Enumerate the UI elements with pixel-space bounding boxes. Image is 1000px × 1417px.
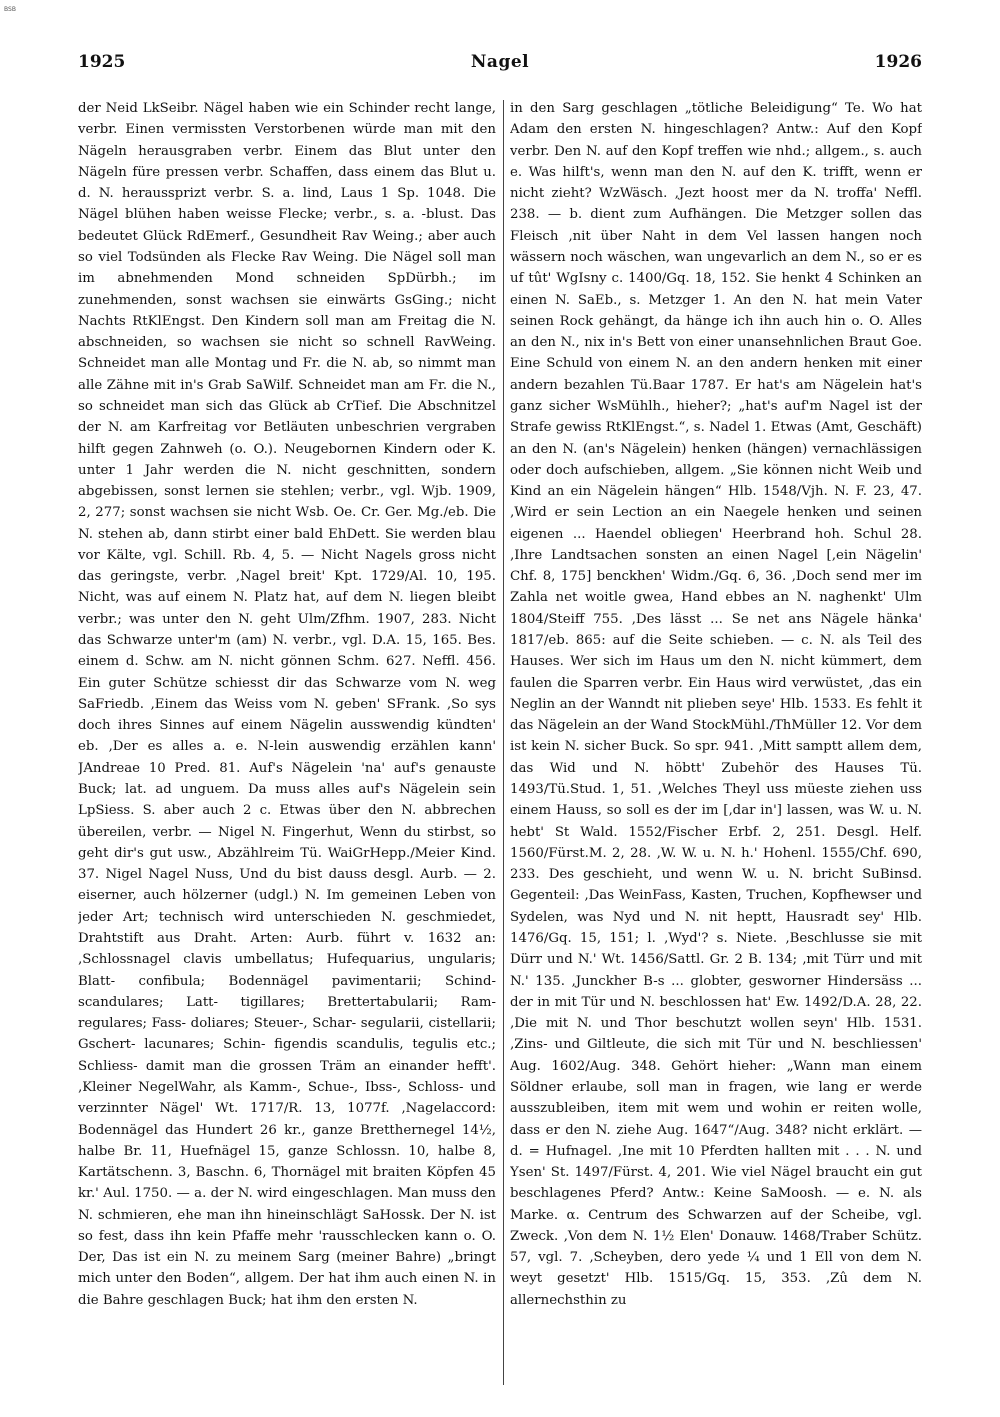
page-number-left: 1925 <box>78 52 126 72</box>
right-column-text: in den Sarg geschlagen „tötliche Beleidigung“ Te. Wo hat Adam den ersten N. hingeschlagen? Antw.: Auf den Kopf verbr. Den N. auf den Kopf treffen wie nhd.; allgem., s. auch e. Was hilft's, wenn man den N. auf den K. trifft, wenn er nicht zieht? WzWäsch. ‚Jezt hoost mer da N. troffa' Neffl. 238. — b. dient zum Aufhängen. Die Metzger sollen das Fleisch ‚nit über Naht in dem Vel lassen hangen noch wässern noch wäschen, wan ungevarlich an dem N., so er es uf tût' WgIsny c. 1400/Gq. 18, 152. Sie henkt 4 Schinken an einen N. SaEb., s. Metzger 1. An den N. hat mein Vater seinen Rock gehängt, da hänge ich ihn auch hin o. O. Alles an den N., nix in's Bett von einer unansehnlichen Braut Goe. Eine Schuld von einem N. an den andern henken mit einer andern bezahlen Tü.Baar 1787. Er hat's am Nägelein hat's ganz sicher WsMühlh., hieher?; „hat's auf'm Nagel ist der Strafe gewiss RtKlEngst.“, s. Nadel 1. Etwas (Amt, Geschäft) an den N. (an's Nägelein) henken (hängen) vernachlässigen oder doch aufschieben, allgem. „Sie können nicht Weib und Kind an ein Nägelein hängen“ Hlb. 1548/Vjh. N. F. 23, 47. ‚Wird er sein Lection an ein Naegele henken und seinen eigenen ... Haendel obliegen' Heerbrand hoh. Schul 28. ‚Ihre Landtsachen sonsten an einen Nagel [‚ein Nägelin' Chf. 8, 175] benckhen' Widm./Gq. 6, 36. ‚Doch send mer im Zahla net woitle gwea, Hand ebbes an N. naghenkt' Ulm 1804/Steiff 755. ‚Des lässt ... Se net ans Nägele hänka' 1817/eb. 865: auf die Seite schieben. — c. N. als Teil des Hauses. Wer sich im Haus um den N. nicht kümmert, dem faulen die Sparren verbr. Ein Haus wird verwüstet, ‚das ein Neglin an der Wanndt nit plieben seye' Hlb. 1533. Es fehlt it das Nägelein an der Wand StockMühl./ThMüller 12. Vor dem ist kein N. sicher Buck. So spr. 941. ‚Mitt samptt allem dem, das Wid und N. höbtt' Zubehör des Hauses Tü. 1493/Tü.Stud. 1, 51. ‚Welches Theyl uss müeste ziehen uss einem Hauss, so soll es der im [‚dar in'] lassen, was W. u. N. hebt' St Wald. 1552/Fischer Erbf. 2, 251. Desgl. Helf. 1560/Fürst.M. 2, 28. ‚W. W. u. N. h.' Hohenl. 1555/Chf. 690, 233. Des geschieht, und wenn W. u. N. bricht SuBinsd. Gegenteil: ‚Das WeinFass, Kasten, Truchen, Kopfhewser und Sydelen, was Nyd und N. nit heptt, Hausradt sey' Hlb. 1476/Gq. 15, 151; l. ‚Wyd'? s. Niete. ‚Beschlusse sie mit Dürr und N.' Wt. 1456/Sattl. Gr. 2 B. 134; ‚mit Türr und mit N.' 135. ‚Junckher B-s ... globter, gesworner Hindersäss ... der in mit Tür und N. beschlossen hat' Ew. 1492/D.A. 28, 22. ‚Die mit N. und Thor beschutzt wollen seyn' Hlb. 1531. ‚Zins- und Giltleute, die sich mit Tür und N. beschliessen' Aug. 1602/Aug. 348. Gehört hieher: „Wann man einem Söldner erlaube, soll man in fragen, wie lang er werde ausszubleiben, item mit wem und wohin er reiten wolle, dass er den N. ziehe Aug. 1647“/Aug. 348? nicht erklärt. — d. = Hufnagel. ‚Ine mit 10 Pferdten hallten mit . . . N. und Ysen' St. 1497/Fürst. 4, 201. Wie viel Nägel braucht ein gut beschlagenes Pferd? Antw.: Keine SaMoosh. — e. N. als Marke. α. Centrum des Schwarzen auf der Scheibe, vgl. Zweck. ‚Von dem N. 1½ Elen' Donauw. 1468/Traber Schütz. 57, vgl. 7. ‚Scheyben, dero yede ¼ und 1 Ell von dem N. weyt gesetzt' Hlb. 1515/Gq. 15, 353. ‚Zû dem N. allernechsthin zu <box>510 101 922 1308</box>
page-number-right: 1926 <box>874 52 922 72</box>
left-column <box>78 98 496 1398</box>
page-header <box>78 52 922 78</box>
library-stamp: BSB <box>4 6 16 13</box>
right-column <box>510 98 922 1398</box>
running-head: Nagel <box>470 52 530 72</box>
column-divider <box>503 100 504 1385</box>
left-column-text: der Neid LkSeibr. Nägel haben wie ein Schinder recht lange, verbr. Einen vermissten Verstorbenen würde man mit den Nägeln herausgraben verbr. Einem das Blut unter den Nägeln füre pressen verbr. Schaffen, dass einem das Blut u. d. N. heraussprizt verbr. S. a. lind, Laus 1 Sp. 1048. Die Nägel blühen haben weisse Flecke; verbr., s. a. -blust. Das bedeutet Glück RdEmerf., Gesundheit Rav Weing.; aber auch so viel Todsünden als Flecke Rav Weing. Die Nägel soll man im abnehmenden Mond schneiden SpDürbh.; im zunehmenden, sonst wachsen sie einwärts GsGing.; nicht Nachts RtKlEngst. Den Kindern soll man am Freitag die N. abschneiden, so wachsen sie nicht so schnell RavWeing. Schneidet man alle Montag und Fr. die N. ab, so nimmt man alle Zähne mit in's Grab SaWilf. Schneidet man am Fr. die N., so schneidet man sich das Glück ab CrTief. Die Abschnitzel der N. am Karfreitag vor Betläuten unbeschrien vergraben hilft gegen Zahnweh (o. O.). Neugebornen Kindern oder K. unter 1 Jahr werden die N. nicht geschnitten, sondern abgebissen, sonst lernen sie stehlen; verbr., vgl. Wjb. 1909, 2, 277; sonst wachsen sie nicht Wsb. Oe. Cr. Ger. Mg./eb. Die N. stehen ab, dann stirbt einer bald EhDett. Sie werden blau vor Kälte, vgl. Schill. Rb. 4, 5. — Nicht Nagels gross nicht das geringste, verbr. ‚Nagel breit' Kpt. 1729/Al. 10, 195. Nicht, was auf einem N. Platz hat, auf dem N. liegen bleibt verbr.; was unter den N. geht Ulm/Zfhm. 1907, 283. Nicht das Schwarze unter'm (am) N. verbr., vgl. D.A. 15, 165. Bes. einem d. Schw. am N. nicht gönnen Schm. 627. Neffl. 456. Ein guter Schütze schiesst dir das Schwarze vom N. weg SaFriedb. ‚Einem das Weiss vom N. geben' SFrank. ‚So sys doch ihres Sinnes auf einem Nägelin ausswendig kündten' eb. ‚Der es alles a. e. N-lein auswendig erzählen kann' JAndreae 10 Pred. 81. Auf's Nägelein 'na' auf's genauste Buck; lat. ad unguem. Da muss alles auf's Nägelein sein LpSiess. S. aber auch 2 c. Etwas über den N. abbrechen übereilen, verbr. — Nigel N. Fingerhut, Wenn du stirbst, so geht dir's gut usw., Abzählreim Tü. WaiGrHepp./Meier Kind. 37. Nigel Nagel Nuss, Und du bist dauss desgl. Aurb. — 2. eiserner, auch hölzerner (udgl.) N. Im gemeinen Leben von jeder Art; technisch wird unterschieden N. geschmiedet, Drahtstift aus Draht. Arten: Aurb. führt v. 1632 an: ‚Schlossnagel clavis umbellatus; Hufequarius, ungularis; Blatt- confibula; Bodennägel pavimentarii; Schind- scandulares; Latt- tigillares; Brettertabularii; Ram- regulares; Fass- doliares; Steuer-, Schar- segularii, cistellarii; Gschert- lacunares; Schin- figendis scandulis, tegulis etc.; Schliess- damit man die grossen Träm an einander hefft'. ‚Kleiner NegelWahr, als Kamm-, Schue-, Ibss-, Schloss- und verzinnter Nägel' Wt. 1717/R. 13, 1077f. ‚Nagelaccord: Bodennägel das Hundert 26 kr., ganze Bretthernegel 14½, halbe Br. 11, Huefnägel 15, ganze Schlossn. 10, halbe 8, Kartätschenn. 3, Baschn. 6, Thornägel mit braiten Köpfen 45 kr.' Aul. 1750. — a. der N. wird eingeschlagen. Man muss den N. schmieren, ehe man ihn hineinschlägt SaHossk. Der N. ist so fest, dass ihn kein Pfaffe mehr 'rausschlecken kann o. O. Der, Das ist ein N. zu meinem Sarg (meiner Bahre) „bringt mich unter den Boden“, allgem. Der hat ihm auch einen N. in die Bahre geschlagen Buck; hat ihm den ersten N. <box>78 101 496 1308</box>
